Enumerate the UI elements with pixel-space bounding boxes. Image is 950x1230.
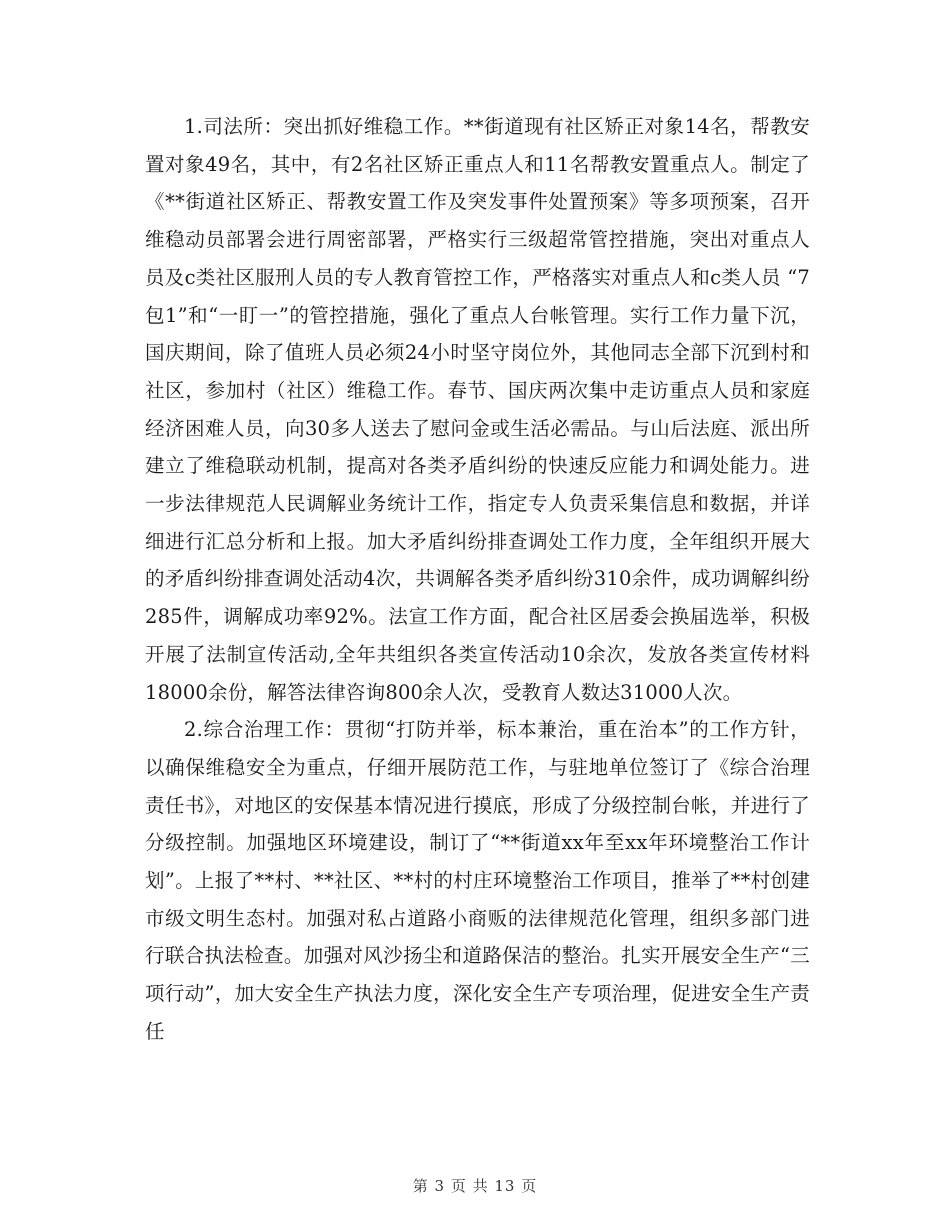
paragraph-judicial-office: 1.司法所：突出抓好维稳工作。**街道现有社区矫正对象14名，帮教安置对象49名，其中，有2名社区矫正重点人和11名帮教安置重点人。制定了《**街道社区矫正、帮教安置工作及突发事件处置预案》等多项预案，召开维稳动员部署会进行周密部署，严格实行三级超常管控措施，突出对重点人员及c类社区服刑人员的专人教育管控工作，严格落实对重点人和c类人员 “7包1”和“一盯一”的管控措施，强化了重点人台帐管理。实行工作力量下沉，国庆期间，除了值班人员必须24小时坚守岗位外，其他同志全部下沉到村和社区，参加村（社区）维稳工作。春节、国庆两次集中走访重点人员和家庭经济困难人员，向30多人送去了慰问金或生活必需品。与山后法庭、派出所建立了维稳联动机制，提高对各类矛盾纠纷的快速反应能力和调处能力。进一步法律规范人民调解业务统计工作，指定专人负责采集信息和数据，并详细进行汇总分析和上报。加大矛盾纠纷排查调处工作力度，全年组织开展大的矛盾纠纷排查调处活动4次，共调解各类矛盾纠纷310余件，成功调解纠纷285件，调解成功率92%。法宣工作方面，配合社区居委会换届选举，积极开展了法制宣传活动,全年共组织各类宣传活动10余次，发放各类宣传材料18000余份，解答法律咨询800余人次，受教育人数达31000人次。 bbox=[145, 115, 810, 704]
document-body bbox=[145, 108, 810, 1051]
paragraph-comprehensive-governance: 2.综合治理工作：贯彻“打防并举，标本兼治，重在治本”的工作方针，以确保维稳安全为重点，仔细开展防范工作，与驻地单位签订了《综合治理责任书》，对地区的安保基本情况进行摸底，形成了分级控制台帐，并进行了分级控制。加强地区环境建设，制订了“**街道xx年至xx年环境整治工作计划”。上报了**村、**社区、**村的村庄环境整治工作项目，推举了**村创建市级文明生态村。加强对私占道路小商贩的法律规范化管理，组织多部门进行联合执法检查。加强对风沙扬尘和道路保洁的整治。扎实开展安全生产“三项行动”，加大安全生产执法力度，深化安全生产专项治理，促进安全生产责任 bbox=[145, 718, 810, 1043]
page-footer: 第 3 页 共 13 页 bbox=[412, 1177, 538, 1195]
